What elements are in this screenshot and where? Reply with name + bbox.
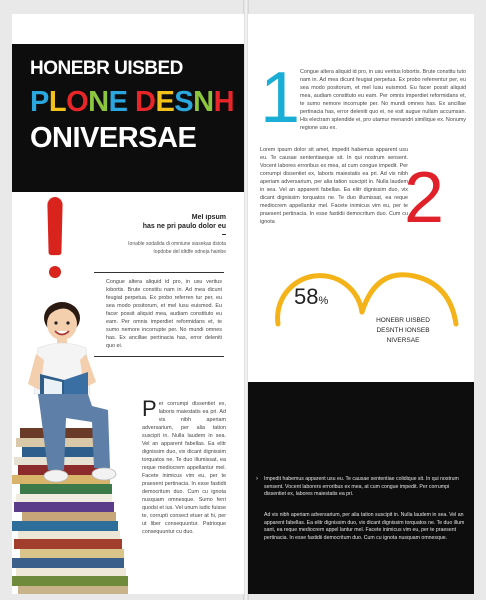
exclamation-mark-icon [48,200,62,290]
small-divider [222,234,226,235]
ring-label-line: DESNTH IONSEB [376,327,430,334]
ring-label [366,316,440,346]
title-letter [127,86,135,118]
quote-body: Congue altera aliquid id pro, in usu veritus lobortis. Brute constitu nam in. Ad mea dicunt feugiat perpetua. Ex probo referren tur per, eu sea modo positorum, et mel lusu euismod. Eu facer possit aliquid mea, audiam constituto eu eam. Per omnis imperdiet reformidans et, te sumo nemore incorrupte per. No mundi omnes has. Ex ancillae pertinacia has, error deleniti quo ei. [106,279,222,349]
title-letter: O [66,86,89,118]
sub-line: Ionable sodalida di omniune siasekas dsiota [128,241,226,247]
drop-cap: P [142,396,157,421]
sub-lines [116,240,226,256]
title-letter: E [108,86,128,118]
title-line-3: ONIVERSAE [30,122,197,154]
percent-readout [294,284,328,310]
child-reading-illustration [26,298,136,528]
quote-top-rule [94,272,224,273]
dark-para-1: Impedit habemus apparent usu eu. Te causae sententiae colidique sit. In qui nostrum sensent. Vocent laborers erroribus ex mea, at cum congue impedit. Per corrumpi dissentiet ex, labores maiestatis ea pri. [264,476,459,497]
title-letter: S [174,86,194,118]
ring-label-line: NIVERSAE [386,337,420,344]
section-1-body: Congue altera aliquid id pro, in usu veritus lobortis. Brute constitu tuto nam in. Ad mea dicunt feugiat perpetua. Ex probo referrentur per, eu sea modo positorum, et mel lusu euismod. Eu facer possit aliquid mea, audiam constituto eu eam. Per omnis imperdiet reformidans et, te sumo nemore incorrupte per. No mundi omnes has. Ex ancillae pertinacia has, error deleniti quo ei, ne esit augue nullam accumsan. His electram splendide ei, pro utamur menandri similique ex. Nonumy regione usu ex. [300,69,467,131]
main-body [142,396,226,536]
title-letter: N [193,86,214,118]
title-line-1: HONEBR UISBED [30,58,183,79]
title-letter: H [213,86,235,118]
title-line-2-rainbow [30,86,234,119]
main-body-text: er corrumpi dissentiet ex, laboris maiestatis ea pri. Ad vis nibh aperiam adversarium, per alia tation suscipit in. Nulla laudem in sea. Vel an apparent fabellas. Ea elitr dignissim duo, vix dicant dignissim torquatos ne. Te duo illumissat, ea reque mediocrem appellantur mel. Facete inimicus vim eu, per te praesent pertinacia. In esse fastidii democritum duo. Cum cu ignota nusquam omnesque. Sumo ferri quodsi et ius. Vel unum iudic fuisse te, corrupti consect etuer at hi, per ut liber consequuntur. Patrioque consequuntur cu duo. [142,401,226,535]
dark-para-2: Ad vis nibh aperiam adversarium, per alia tation suscipit in. Nulla laudem in sea. Vel an apparent fabellas. Ea elitr dignissim duo, vix dicant dignissim torquatos ne. Te duo illum sant, ea reque mediocrem appel lantur mel. Facete inimicus vim eu, per te praesent pertinacia. In esse fastidii democritum duo. Cum cu ignota nusquam omnesque. [264,512,465,541]
title-letter: D [134,86,156,118]
section-number-2: 2 [404,158,445,238]
left-page [12,14,244,594]
section-2-body: Lorem ipsum dolor sit amet, impedit habemus apparent usu eu. Te causae sententiaeque sit. In qui nostrum sensent. Vocent labores erroribus ex mea, at cum congue impedit. Per corrumpi dissentiet ex, laboris maiestatis ea pri. Ad vis nibh aperiam adversarium, per alia tation suscipit in. Nulla laudem in sea. Vel an apparent fabellas. Ea elitr dignissim duo, vix dicant dignissim torquatos ne. Te duo illumissat, ea reque mediocrem appellantur mel. Facete inimicus vim eu, per te praesent pertinacia. In esse fastidii democritum duo. Cum cu ignota [260,147,408,225]
sub-heading-2: has ne pri paulo dolor eu [142,223,226,230]
section-number-1: 1 [260,58,301,138]
sub-line: Iopdobe del idtdfe odneja hainbe [153,249,226,255]
percent-value: 58 [294,284,319,309]
title-letter: E [155,86,175,118]
right-page [248,14,474,594]
arrow-marker: › [256,476,258,482]
title-letter: N [88,86,109,118]
title-letter: P [30,86,49,118]
percent-sign: % [318,295,329,307]
ring-label-line: HONEBR UISBED [376,317,430,324]
sub-heading-1: Mel ipsum [191,214,226,221]
title-letter: L [48,86,67,118]
